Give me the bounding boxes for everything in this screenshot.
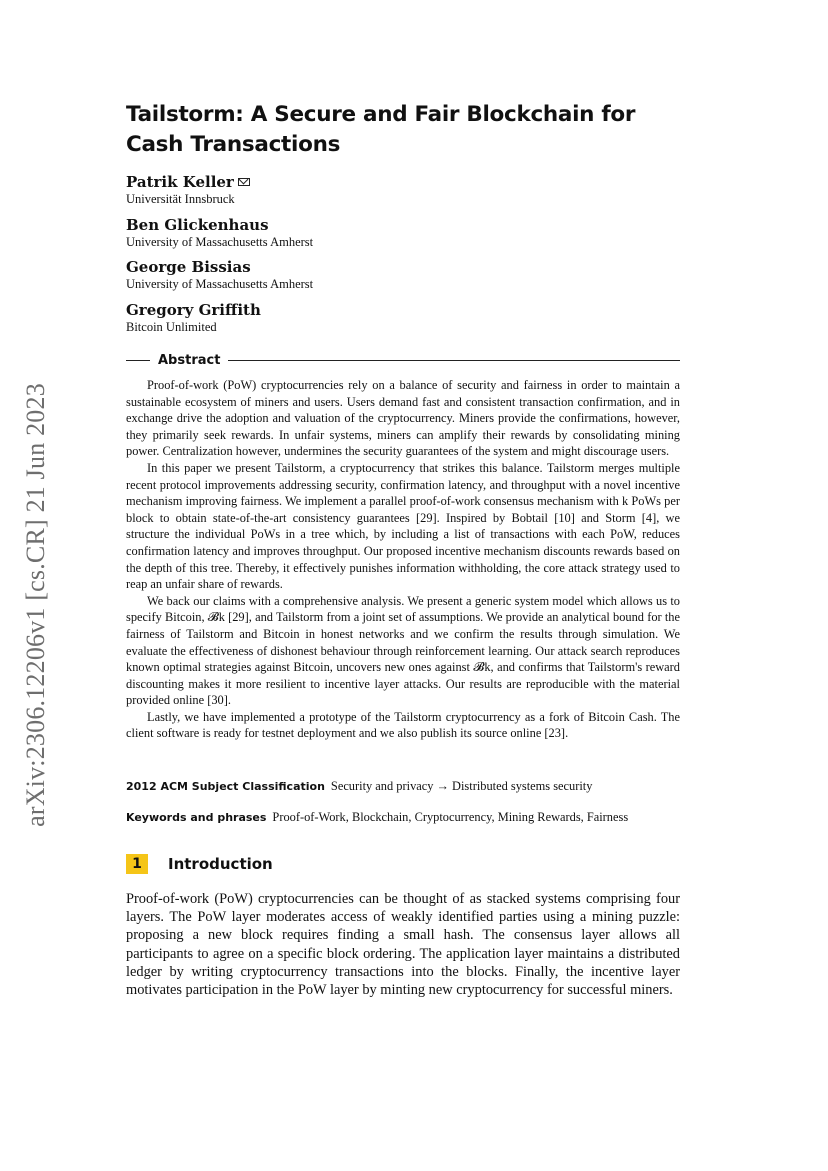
acm-value: Security and privacy → Distributed systems security — [330, 779, 593, 793]
abstract-heading-label: Abstract — [158, 352, 221, 368]
author-block — [126, 173, 250, 207]
author-affiliation: University of Massachusetts Amherst — [126, 277, 314, 291]
section-number-badge: 1 — [126, 854, 148, 874]
author-affiliation: Bitcoin Unlimited — [126, 320, 217, 334]
acm-label: 2012 ACM Subject Classification — [126, 780, 325, 793]
divider — [126, 360, 150, 361]
abstract-paragraph: We back our claims with a comprehensive analysis. We present a generic system model which allows us to specify Bitcoin, 𝓑k [29], and Tailstorm from a joint set of assumptions. We provide an analytical bound for the fairness of Tailstorm and Bitcoin in honest networks and we confirm the results through simulation. We evaluate the effectiveness of dishonest behaviour through reinforcement learning. Our attack search reproduces known optimal strategies against Bitcoin, uncovers new ones against 𝓑k, and confirms that Tailstorm's reward discounting makes it more resilient to incentive layer attacks. Our results are reproducible with the material provided online [30]. — [126, 593, 680, 708]
acm-classification — [126, 778, 680, 795]
keywords-value: Proof-of-Work, Blockchain, Cryptocurrency, Mining Rewards, Fairness — [272, 810, 629, 824]
author-name: Gregory Griffith — [126, 301, 261, 319]
author-name: Patrik Keller — [126, 173, 250, 191]
abstract-paragraph: Proof-of-work (PoW) cryptocurrencies rely on a balance of security and fairness in order to maintain a sustainable ecosystem of miners and users. Users demand fast and consistent transaction confirmation, and in exchange drive the adoption and valuation of the cryptocurrency. Miners provide the confirmations, however, they primarily seek rewards. In unfair systems, miners can amplify their rewards by consolidating mining power. Centralization however, undermines the security guarantees of the system and might discourage users. — [126, 378, 680, 459]
author-affiliation: University of Massachusetts Amherst — [126, 235, 314, 249]
author-block — [126, 258, 313, 292]
envelope-icon[interactable] — [238, 178, 250, 186]
author-name: Ben Glickenhaus — [126, 216, 269, 234]
author-block — [126, 216, 313, 250]
section-heading — [126, 854, 273, 874]
intro-paragraph: Proof-of-work (PoW) cryptocurrencies can be thought of as stacked systems comprising four layers. The PoW layer moderates access of weakly identified parties using a mining puzzle: proposing a new block requires finding a small hash. The consensus layer allows all participants to agree on a specific block ordering. The application layer maintains a distributed ledger by writing cryptocurrency transactions into the blocks. Finally, the incentive layer motivates participation in the PoW layer by minting new cryptocurrency for successful miners. — [126, 891, 680, 999]
abstract-paragraph: Lastly, we have implemented a prototype of the Tailstorm cryptocurrency as a fork of Bitcoin Cash. The client software is ready for testnet deployment and we also publish its source online [23]. — [126, 709, 680, 741]
arxiv-id: arXiv:2306.12206v1 [cs.CR] 21 Jun 2023 — [21, 383, 50, 827]
abstract-heading — [126, 352, 680, 368]
abstract-paragraph: In this paper we present Tailstorm, a cryptocurrency that strikes this balance. Tailstorm merges multiple recent protocol improvements addressing security, confirmation latency, and throughput with a novel incentive mechanism improving fairness. We implement a parallel proof-of-work consensus mechanism with k PoWs per block to obtain state-of-the-art consistency guarantees [29]. Inspired by Bobtail [10] and Storm [4], we structure the individual PoWs in a tree which, by including a list of transactions with each PoW, reduces confirmation latency and improves throughput. Our proposed incentive mechanism discounts rewards based on the depth of this tree. Thereby, it effectively punishes information withholding, the core attack strategy used to reap an unfair share of rewards. — [126, 460, 680, 592]
author-block — [126, 301, 261, 335]
abstract-body — [126, 377, 680, 742]
section-title: Introduction — [168, 855, 273, 873]
arxiv-sidebar-stamp — [20, 365, 52, 845]
author-affiliation: Universität Innsbruck — [126, 192, 235, 206]
paper-title: Tailstorm: A Secure and Fair Blockchain for Cash Transactions — [126, 102, 636, 157]
keywords — [126, 809, 680, 826]
author-name: George Bissias — [126, 258, 251, 276]
keywords-label: Keywords and phrases — [126, 811, 267, 824]
divider — [228, 360, 680, 361]
